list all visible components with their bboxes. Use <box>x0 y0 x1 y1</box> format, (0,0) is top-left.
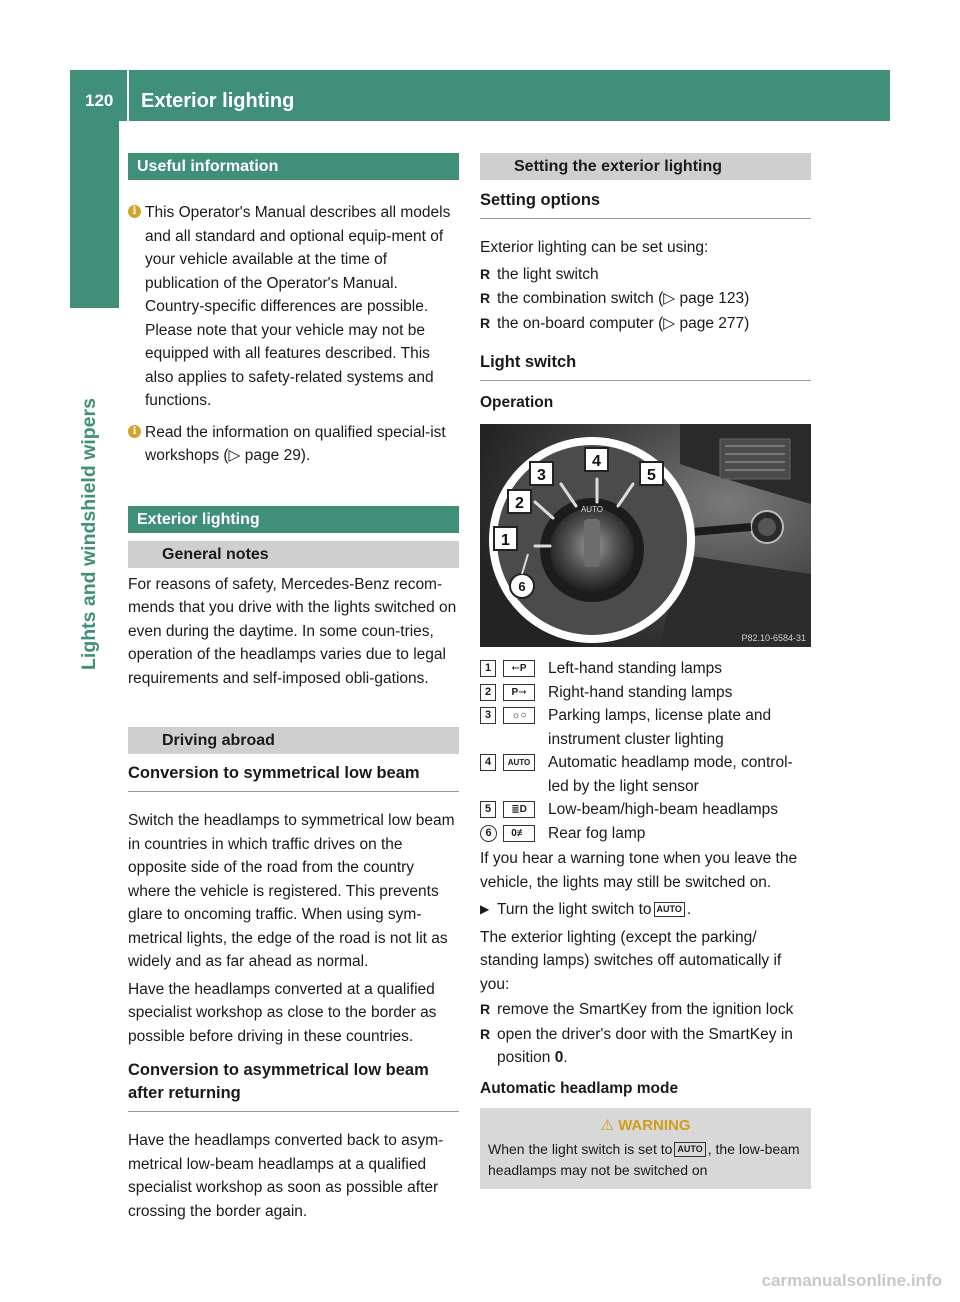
legend-number: 2 <box>480 684 496 701</box>
auto-mode-heading: Automatic headlamp mode <box>480 1079 679 1097</box>
legend-item <box>480 681 811 705</box>
photo-code: P82.10-6584-31 <box>741 633 806 643</box>
right-standing-lamp-icon: P⇾ <box>503 684 535 701</box>
bullet-icon: R <box>480 1025 491 1042</box>
info-icon: i <box>128 425 141 438</box>
info-note <box>128 201 459 413</box>
page-title: Exterior lighting <box>141 90 295 112</box>
symmetrical-text: Have the headlamps converted at a qualified specialist workshop as close to the border as possible before driving in these countries. <box>128 980 437 1045</box>
info-text: This Operator's Manual describes all models and all standard and optional equip-ment of your vehicle available at the time of publication of the Operator's Manual. Country-specific differences are possible. Please note that your vehicle may not be equipped with all features described. This also applies to safety-related systems and functions. <box>145 204 451 409</box>
section-title-vertical <box>77 398 117 690</box>
legend-item <box>480 704 811 751</box>
warning-box <box>480 1108 811 1189</box>
list-item: R the light switch <box>480 263 811 287</box>
legend-number: 4 <box>480 754 496 771</box>
legend-item <box>480 751 811 798</box>
legend-text: Low-beam/high-beam headlamps <box>548 801 779 818</box>
rear-fog-lamp-icon: 0≢ <box>503 825 535 842</box>
auto-symbol: AUTO <box>654 902 685 917</box>
warning-icon: ⚠ <box>600 1116 614 1134</box>
switch-off-text: The exterior lighting (except the parking/ standing lamps) switches off automatically if you: <box>480 928 782 993</box>
info-note <box>128 421 459 468</box>
auto-symbol: AUTO <box>674 1142 705 1157</box>
left-column <box>128 153 459 1223</box>
parking-lamp-icon: ☼○ <box>503 707 535 724</box>
instruction-step: ▶ Turn the light switch to AUTO . <box>480 898 811 922</box>
section-title-text: Lights and windshield wipers <box>78 398 100 670</box>
photo-label: 4 <box>592 453 601 470</box>
symmetrical-text: Switch the headlamps to symmetrical low beam in countries in which traffic drives on the opposite side of the road from the country where the vehicle is registered. This prevents glare to oncoming traffic. When using sym-metrical lights, the edge of the road is not lit as widely and as far ahead as normal. <box>128 812 455 970</box>
general-notes-heading: General notes <box>128 541 459 568</box>
photo-label: 6 <box>518 579 526 594</box>
legend-number: 3 <box>480 707 496 724</box>
asymmetrical-heading: Conversion to asymmetrical low beam after returning <box>128 1059 459 1112</box>
right-column <box>480 153 811 1189</box>
info-text: Read the information on qualified special-ist workshops (▷ page 29). <box>145 423 446 464</box>
operation-heading: Operation <box>480 394 554 411</box>
legend-text: Rear fog lamp <box>548 824 646 842</box>
photo-label: 2 <box>515 495 524 512</box>
legend-text: Left-hand standing lamps <box>548 660 723 677</box>
legend-number: 5 <box>480 801 496 818</box>
warning-tone-text: If you hear a warning tone when you leave the vehicle, the lights may still be switched on. <box>480 850 798 891</box>
auto-mode-icon: AUTO <box>503 754 535 771</box>
position-value: 0 <box>554 1049 564 1066</box>
legend-number: 6 <box>480 825 497 842</box>
legend-item <box>480 657 811 681</box>
symmetrical-heading: Conversion to symmetrical low beam <box>128 762 459 792</box>
page-number: 120 <box>85 91 114 110</box>
list-item: R the on-board computer (▷ page 277) <box>480 312 811 336</box>
warning-text: When the light switch is set to AUTO , the low-beam headlamps may not be switched on <box>488 1140 800 1178</box>
setting-options-heading: Setting options <box>480 189 811 219</box>
bullet-icon: R <box>480 314 491 331</box>
side-tab <box>70 121 119 308</box>
legend-text: Right-hand standing lamps <box>548 683 733 701</box>
setting-heading: Setting the exterior lighting <box>480 153 811 180</box>
setting-options-intro: Exterior lighting can be set using: <box>480 239 709 256</box>
legend-item <box>480 798 811 822</box>
list-item: R open the driver's door with the SmartKey in position 0. <box>480 1023 811 1070</box>
useful-info-heading: Useful information <box>128 153 459 180</box>
dashboard-illustration <box>480 424 811 647</box>
bullet-icon: R <box>480 1001 491 1017</box>
svg-text:AUTO: AUTO <box>580 505 604 514</box>
exterior-lighting-heading: Exterior lighting <box>128 506 459 533</box>
photo-label: 3 <box>537 467 546 484</box>
light-switch-photo <box>480 424 811 647</box>
photo-label: 1 <box>501 532 510 549</box>
photo-label: 5 <box>647 467 656 484</box>
general-notes-text: For reasons of safety, Mercedes-Benz recom-mends that you drive with the lights switched on even during the daytime. In some coun-tries, operation of the headlamps varies due to legal requirements and self-imposed obli-gations. <box>128 575 457 687</box>
asymmetrical-text: Have the headlamps converted back to asym-metrical low-beam headlamps at a qualified specialist workshop as soon as possible after crossing the border again. <box>128 1132 444 1220</box>
low-beam-icon: ≣D <box>503 801 535 818</box>
warning-header: ⚠ WARNING <box>600 1116 691 1134</box>
legend-text: Automatic headlamp mode, control-led by the light sensor <box>548 754 793 795</box>
legend-item <box>480 822 811 846</box>
left-standing-lamp-icon: ⇽P <box>503 660 535 677</box>
bullet-icon: R <box>480 265 491 282</box>
header-divider <box>127 70 129 121</box>
list-item: R remove the SmartKey from the ignition lock <box>480 998 811 1022</box>
legend-number: 1 <box>480 660 496 677</box>
light-switch-heading: Light switch <box>480 351 811 381</box>
footer-watermark: carmanualsonline.info <box>761 1270 942 1290</box>
list-item: R the combination switch (▷ page 123) <box>480 287 811 311</box>
bullet-icon: R <box>480 290 491 306</box>
step-arrow-icon: ▶ <box>480 902 490 916</box>
driving-abroad-heading: Driving abroad <box>128 727 459 754</box>
legend-text: Parking lamps, license plate and instrument cluster lighting <box>548 707 772 748</box>
info-icon: i <box>128 205 141 218</box>
